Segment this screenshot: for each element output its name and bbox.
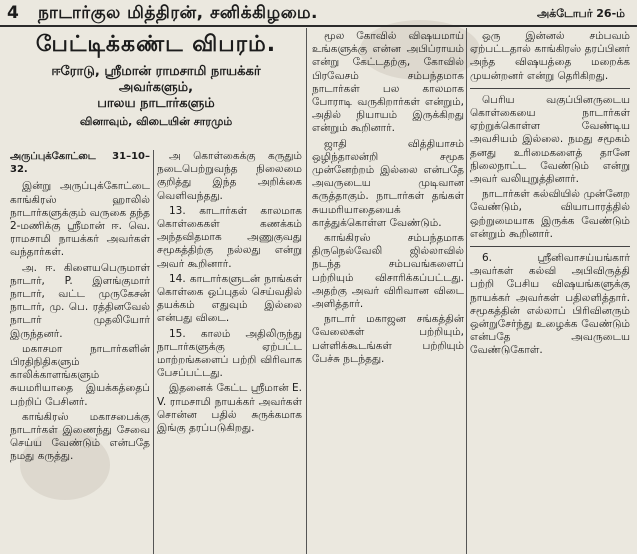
article-column-1 [10,150,150,550]
article-title-block [10,30,302,130]
paragraph: இன்று அருப்புக்கோட்டை காங்கிரஸ் ஹாலில் நாடார்களுக்கும் வருகை தந்த 2-மணிக்கு ஸ்ரீமான் ஈ. வெ. ராமசாமி நாயக்கர் அவர்கள் வந்தார்கள். [10,180,150,259]
paragraph: நாடார்கள் கல்வியில் முன்னேற வேண்டும், வியாபாரத்தில் ஒற்றுமையாக இருக்க வேண்டும் என்றும் கூறினார். [470,188,630,240]
paragraph: அ கொள்கைக்கு கருதும் நடைபெற்றுவந்த நிலைமை குறித்து இந்த அறிக்கை வெளிவந்தது. [157,150,302,202]
article-subtitle: வினாவும், விடையின் சாரமும் [79,115,233,128]
section-divider [470,246,630,247]
paragraph: நாடார் மகாஜன சங்கத்தின் வேலைகள் பற்றியும், பள்ளிக்கூடங்கள் பற்றியும் பேச்சு நடந்தது. [312,313,464,365]
column-divider [466,28,467,554]
article-column-2 [157,150,302,550]
paragraph: காங்கிரஸ் சம்பந்தமாக திருநெல்வேலி ஜில்லாவில் நடந்த சம்பவங்களைப் பற்றியும் விசாரிக்கப்பட்டது. அதற்கு அவர் விரிவான விடை அளித்தார். [312,232,464,311]
header-rule [0,25,637,27]
masthead: நாடார்குல மித்திரன், சனிக்கிழமை. [38,3,318,23]
paragraph: 15. காலம் அதிலிருந்து நாடார்களுக்கு ஏற்பட்ட மாற்றங்களைப் பற்றி விரிவாக பேசப்பட்டது. [157,327,302,380]
article-headline: பேட்டிக்கண்ட விபரம். [35,32,277,57]
paragraph: பெரிய வகுப்பினருடைய கொள்கையை நாடார்கள் ஏற்றுக்கொள்ள வேண்டிய அவசியம் இல்லை. நமது சமூகம் தனது உரிமைகளைத் தானே நிலைநாட்ட வேண்டும் என்று அவர் வலியுறுத்தினார். [470,93,630,186]
paragraph: 13. காடார்கள் காலமாக கொள்கைகள் கணக்கம் அந்தவிதமாக அணுகுவது சமூகத்திற்கு நல்லது என்று அவர் கூறினார். [157,204,302,270]
paragraph: 14. காடார்களுடன் நாங்கள் கொள்கை ஒப்புதல் செய்வதில் தயக்கம் எதுவும் இல்லை என்பது விடை. [157,272,302,325]
paragraph: ஒரு இன்னல் சம்பவம் ஏற்பட்டதால் காங்கிரஸ் தரப்பினர் அந்த விஷயத்தை மறைக்க முயன்றனர் என்று தெரிகிறது. [470,30,630,82]
column-divider [153,150,154,554]
paragraph: மகாசமா நாடார்களின் பிரதிநிதிகளும் காலிக்காளங்களும் சுயமரியாதை இயக்கத்தைப் பற்றிப் பேசினர். [10,342,150,408]
paragraph: 6. ஸ்ரீனிவாசய்யங்கார் அவர்கள் கல்வி அபிவிருத்தி பற்றி பேசிய விஷயங்களுக்கு நாயக்கர் அவர்கள் பதிலளித்தார். சமூகத்தின் எல்லாப் பிரிவினரும் ஒன்றுசேர்ந்து உழைக்க வேண்டும் என்பதே அவருடைய வேண்டுகோள். [470,252,630,357]
article-dateline: அருப்புக்கோட்டை 31–10–32. [10,151,150,176]
page-header [0,0,637,26]
paragraph: காங்கிரஸ் மகாசபைக்கு நாடார்கள் இணைந்து சேவை செய்ய வேண்டும் என்பதே நமது கருத்து. [10,410,150,463]
page-number: 4 [7,3,19,23]
article-column-3 [312,30,464,552]
article-subtitle: பாலய நாடார்களும் [97,96,215,111]
paragraph: ஜாதி வித்தியாசம் ஒழிந்தாலன்றி சமூக முன்னேற்றம் இல்லை என்பதே அவருடைய முடிவான கருத்தாகும். நாடார்கள் தங்கள் சுயமரியாதையைக் காத்துக்கொள்ள வேண்டும். [312,137,464,229]
article-subtitle: அவர்களும், [118,80,194,95]
paragraph: அ. ஈ. கிளையபெருமாள் நாடார், P. இளங்குமார் நாடார், வட்ட முருகேசன் நாடார், மு. பெ. ரத்தினவேல் நாடார் முதலியோர் இருந்தனர். [10,261,150,340]
issue-date: அக்டோபர் 26-ம் [536,7,625,20]
article-subtitle: ஈரோடு, ஸ்ரீமான் ராமசாமி நாயக்கர் [51,64,261,79]
column-divider [306,28,307,554]
paragraph: இதனைக் கேட்ட ஸ்ரீமான் E. V. ராமசாமி நாயக்கர் அவர்கள் சொன்ன பதில் சுருக்கமாக இங்கு தரப்படுகிறது. [157,382,302,435]
paragraph: மூல கோவில் விஷயமாய் உங்களுக்கு என்ன அபிப்ராயம் என்று கேட்டதற்கு, கோவில் பிரவேசம் சம்பந்தமாக நாடார்கள் பல காலமாக போராடி வருகிறார்கள் என்றும், அதில் நியாயம் இருக்கிறது என்றும் கூறினார். [312,30,464,135]
article-column-4 [470,30,630,552]
section-divider [470,88,630,89]
